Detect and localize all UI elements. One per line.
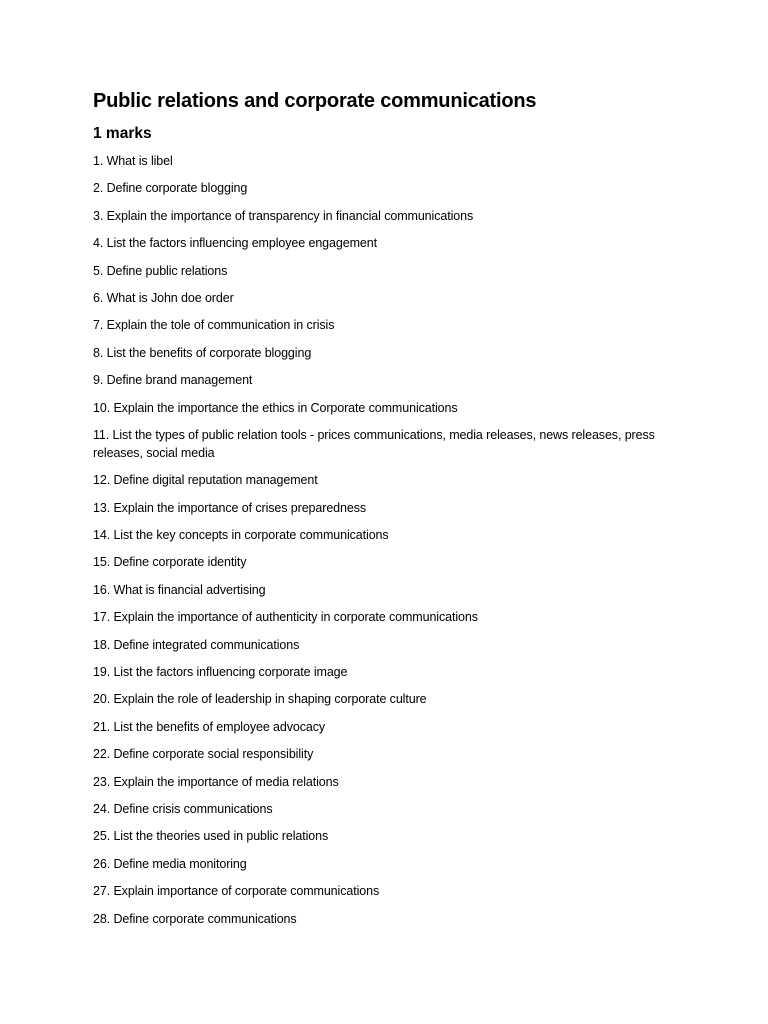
question-item: 25. List the theories used in public relations bbox=[93, 829, 329, 844]
question-list bbox=[93, 152, 683, 928]
question-item: 19. List the factors influencing corporate image bbox=[93, 665, 348, 680]
section-heading: 1 marks bbox=[93, 125, 152, 142]
question-item: 3. Explain the importance of transparency in financial communications bbox=[93, 208, 474, 223]
question-item: 20. Explain the role of leadership in shaping corporate culture bbox=[93, 692, 427, 707]
question-item: 8. List the benefits of corporate blogging bbox=[93, 345, 312, 360]
question-item: 5. Define public relations bbox=[93, 263, 228, 278]
question-item: 26. Define media monitoring bbox=[93, 856, 247, 871]
question-item: 17. Explain the importance of authenticity in corporate communications bbox=[93, 610, 478, 625]
question-item: 13. Explain the importance of crises preparedness bbox=[93, 500, 367, 515]
question-item: 12. Define digital reputation management bbox=[93, 473, 318, 488]
question-item: 9. Define brand management bbox=[93, 373, 253, 388]
question-item: 4. List the factors influencing employee engagement bbox=[93, 236, 377, 251]
document-title: Public relations and corporate communications bbox=[93, 90, 537, 112]
question-item: 28. Define corporate communications bbox=[93, 911, 297, 926]
document-page bbox=[93, 88, 683, 937]
question-item: 14. List the key concepts in corporate communications bbox=[93, 528, 389, 543]
question-item: 7. Explain the tole of communication in crisis bbox=[93, 318, 335, 333]
question-item: 15. Define corporate identity bbox=[93, 555, 247, 570]
question-item: 27. Explain importance of corporate communications bbox=[93, 884, 380, 899]
question-item: 21. List the benefits of employee advocacy bbox=[93, 719, 326, 734]
question-item: 6. What is John doe order bbox=[93, 290, 234, 305]
question-item: 23. Explain the importance of media relations bbox=[93, 774, 339, 789]
question-item: 2. Define corporate blogging bbox=[93, 181, 248, 196]
question-item: 18. Define integrated communications bbox=[93, 637, 300, 652]
question-item: 10. Explain the importance the ethics in Corporate communications bbox=[93, 400, 458, 415]
question-item: 1. What is libel bbox=[93, 154, 173, 168]
question-item: 22. Define corporate social responsibility bbox=[93, 747, 314, 762]
question-item: 24. Define crisis communications bbox=[93, 801, 273, 816]
question-item: 11. List the types of public relation tools - prices communications, media releases, news releases, press releases, social media bbox=[93, 427, 655, 460]
question-item: 16. What is financial advertising bbox=[93, 582, 266, 597]
